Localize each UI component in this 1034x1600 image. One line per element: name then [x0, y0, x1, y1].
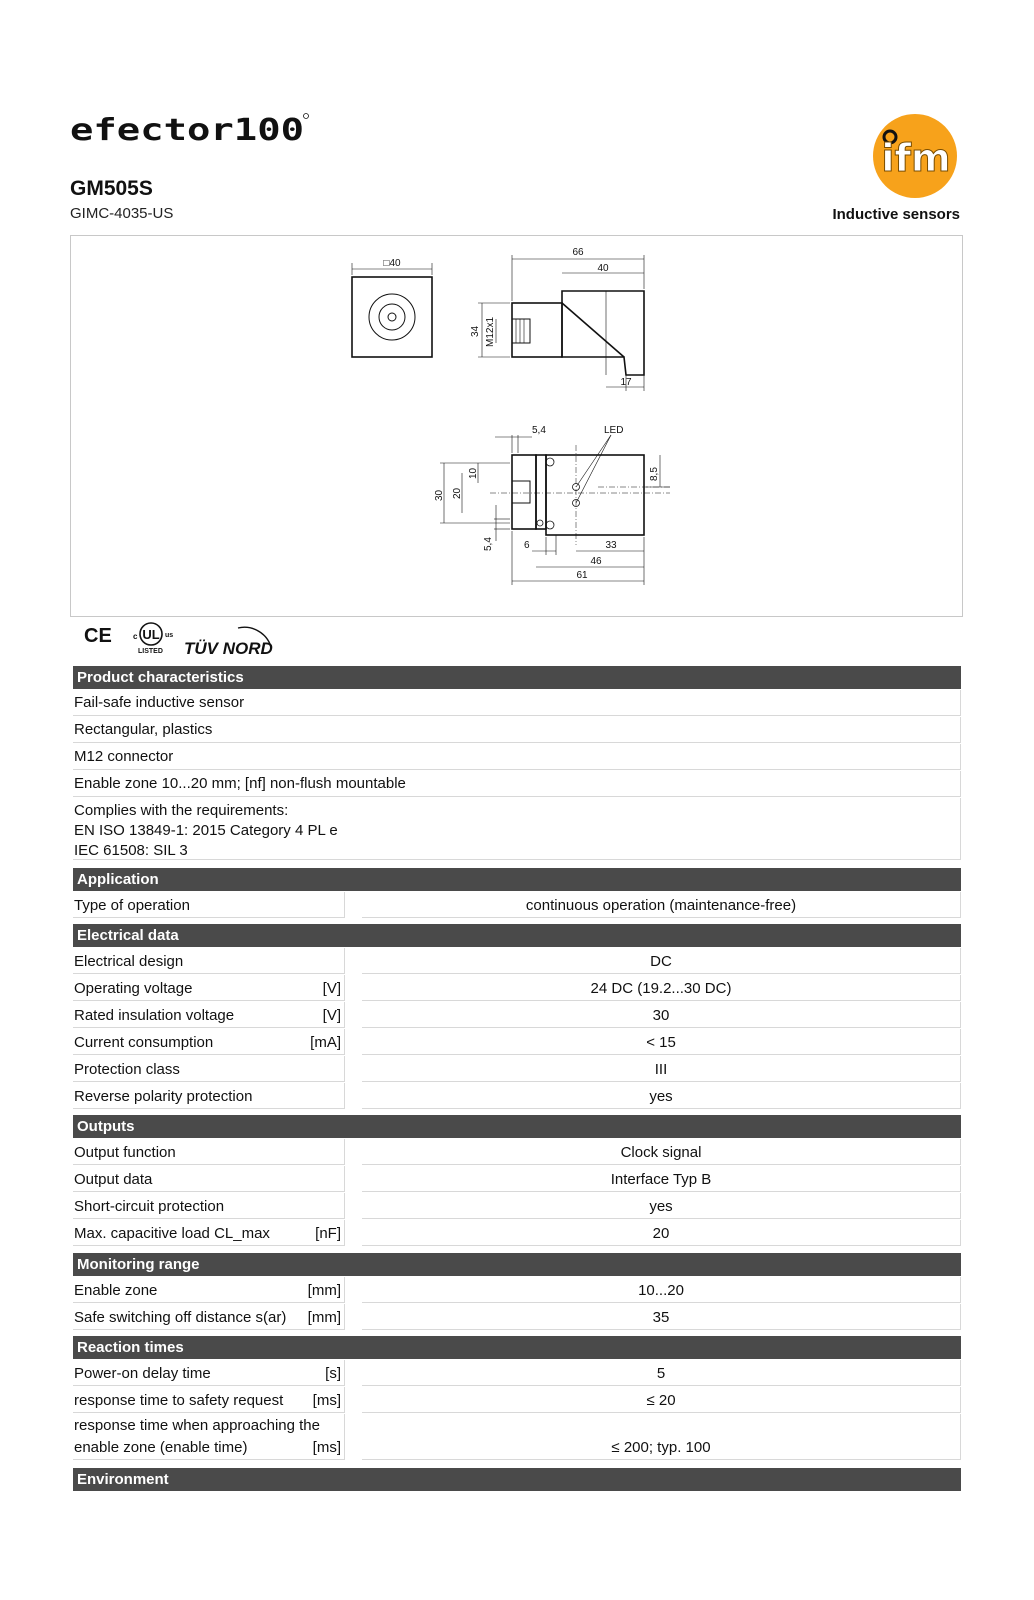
- dimension-drawing: [70, 235, 963, 617]
- spec-label: Max. capacitive load CL_max [nF]: [73, 1220, 345, 1246]
- compliance-iso: EN ISO 13849-1: 2015 Category 4 PL e: [74, 822, 338, 839]
- svg-text:TÜV NORD: TÜV NORD: [184, 639, 273, 658]
- ce-mark: CE: [84, 625, 112, 647]
- product-code: GIMC-4035-US: [70, 205, 174, 222]
- spec-label: Type of operation: [73, 892, 345, 918]
- product-category: Inductive sensors: [832, 206, 960, 223]
- spec-value: ≤ 200; typ. 100: [362, 1414, 961, 1460]
- spec-value: DC: [362, 948, 961, 974]
- product-title: GM505S: [70, 177, 153, 200]
- svg-text:c: c: [133, 632, 138, 641]
- section-reaction-times: Reaction times: [73, 1336, 961, 1359]
- svg-text:us: us: [165, 632, 174, 639]
- characteristic-row: Enable zone 10...20 mm; [nf] non-flush mountable: [73, 771, 961, 797]
- spec-label: Operating voltage [V]: [73, 975, 345, 1001]
- compliance-intro: Complies with the requirements:: [74, 802, 289, 819]
- spec-value: 24 DC (19.2...30 DC): [362, 975, 961, 1001]
- efector100-brand-logo: [70, 112, 310, 146]
- characteristic-row: Rectangular, plastics: [73, 717, 961, 743]
- dim-5-4-top: 5,4: [532, 425, 546, 436]
- dim-66: 66: [572, 247, 584, 258]
- spec-value: ≤ 20: [362, 1387, 961, 1413]
- spec-value: 35: [362, 1304, 961, 1330]
- spec-label: Output data: [73, 1166, 345, 1192]
- spec-value: 30: [362, 1002, 961, 1028]
- dim-6: 6: [524, 540, 530, 551]
- dim-61: 61: [576, 570, 588, 581]
- dim-30: 30: [434, 489, 445, 501]
- svg-text:LISTED: LISTED: [138, 648, 163, 655]
- compliance-iec: IEC 61508: SIL 3: [74, 842, 188, 859]
- spec-value: < 15: [362, 1029, 961, 1055]
- dim-10: 10: [468, 467, 479, 479]
- spec-value: 20: [362, 1220, 961, 1246]
- section-application: Application: [73, 868, 961, 891]
- section-electrical-data: Electrical data: [73, 924, 961, 947]
- spec-label: Reverse polarity protection: [73, 1083, 345, 1109]
- dim-8-5: 8,5: [649, 467, 660, 481]
- dim-33: 33: [605, 540, 617, 551]
- section-environment: Environment: [73, 1468, 961, 1491]
- dim-34: 34: [470, 325, 481, 337]
- spec-value: yes: [362, 1193, 961, 1219]
- section-product-characteristics: Product characteristics: [73, 666, 961, 689]
- spec-value: Clock signal: [362, 1139, 961, 1165]
- spec-value: yes: [362, 1083, 961, 1109]
- dim-square-40: □40: [383, 258, 401, 269]
- spec-label: Safe switching off distance s(ar) [mm]: [73, 1304, 345, 1330]
- spec-label: response time to safety request [ms]: [73, 1387, 345, 1413]
- characteristic-row: M12 connector: [73, 744, 961, 770]
- spec-label: Current consumption [mA]: [73, 1029, 345, 1055]
- brand-wordmark: efector100: [70, 113, 304, 146]
- ul-listed-mark: [133, 623, 173, 655]
- dim-20: 20: [452, 487, 463, 499]
- spec-label: Rated insulation voltage [V]: [73, 1002, 345, 1028]
- certification-marks: [80, 618, 300, 666]
- spec-label: response time when approaching the enable zone (enable time) [ms]: [73, 1414, 345, 1460]
- spec-label: Short-circuit protection: [73, 1193, 345, 1219]
- section-monitoring-range: Monitoring range: [73, 1253, 961, 1276]
- front-view: [352, 258, 432, 357]
- spec-value: 10...20: [362, 1277, 961, 1303]
- led-label: LED: [604, 425, 624, 436]
- spec-label: Power-on delay time [s]: [73, 1360, 345, 1386]
- section-outputs: Outputs: [73, 1115, 961, 1138]
- svg-text:UL: UL: [142, 627, 160, 642]
- spec-label: Protection class: [73, 1056, 345, 1082]
- characteristic-row: Fail-safe inductive sensor: [73, 690, 961, 716]
- dim-40: 40: [597, 263, 609, 274]
- compliance-row: [73, 798, 961, 860]
- spec-value: Interface Typ B: [362, 1166, 961, 1192]
- spec-label: Output function: [73, 1139, 345, 1165]
- spec-value: continuous operation (maintenance-free): [362, 892, 961, 918]
- spec-value: III: [362, 1056, 961, 1082]
- spec-value: 5: [362, 1360, 961, 1386]
- top-view: [434, 425, 670, 585]
- dim-46: 46: [590, 556, 602, 567]
- ifm-logo: [872, 113, 958, 199]
- dim-thread: M12x1: [485, 316, 496, 347]
- spec-label: Electrical design: [73, 948, 345, 974]
- dim-5-4-bottom: 5,4: [483, 537, 494, 551]
- spec-label: Enable zone [mm]: [73, 1277, 345, 1303]
- logo-text: ifm: [881, 136, 951, 180]
- dim-17: 17: [620, 377, 632, 388]
- side-view: [470, 247, 644, 391]
- tuv-nord-mark: [184, 627, 273, 658]
